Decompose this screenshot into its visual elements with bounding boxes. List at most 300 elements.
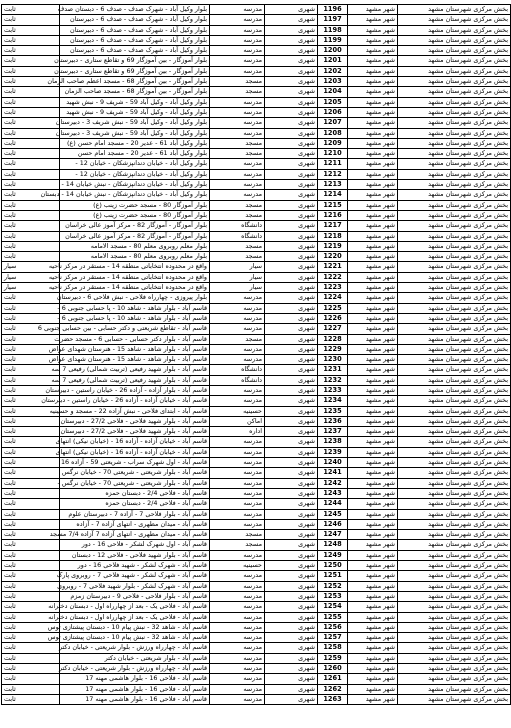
location-type-cell: مسجد [210, 334, 265, 344]
table-row [2, 458, 511, 468]
station-number-cell: 1230 [318, 355, 348, 365]
status-cell: ثابت [2, 530, 60, 540]
status-cell: ثابت [2, 252, 60, 262]
city-cell: شهر مشهد [348, 66, 398, 76]
area-type-cell: شهری [265, 66, 318, 76]
location-type-cell: مدرسه [210, 355, 265, 365]
location-type-cell: مدرسه [210, 159, 265, 169]
station-number-cell: 1224 [318, 293, 348, 303]
table-row [2, 324, 511, 334]
city-cell: شهر مشهد [348, 694, 398, 704]
city-cell: شهر مشهد [348, 128, 398, 138]
table-row [2, 97, 511, 107]
location-type-cell: دانشگاه [210, 231, 265, 241]
address-cell: قاسم آباد - بلوار شهید فلاحی - فلاحی 27/2 - دبیرستان [60, 427, 210, 437]
table-row [2, 643, 511, 653]
station-number-cell: 1256 [318, 622, 348, 632]
city-cell: شهر مشهد [348, 210, 398, 220]
table-row [2, 149, 511, 159]
station-number-cell: 1263 [318, 694, 348, 704]
status-cell: ثابت [2, 602, 60, 612]
station-number-cell: 1257 [318, 633, 348, 643]
station-number-cell: 1216 [318, 210, 348, 220]
location-type-cell: مدرسه [210, 46, 265, 56]
address-cell: قاسم آباد - فلاحی 2/4 - دبستان حمزه [60, 488, 210, 498]
address-cell: قاسم آباد - بلوار شهید رفیعی (تربیت شمالی) رفیعی 7 سه [60, 375, 210, 385]
district-cell: بخش مرکزی شهرستان مشهد [398, 159, 511, 169]
table-row [2, 519, 511, 529]
area-type-cell: شهری [265, 169, 318, 179]
status-cell: ثابت [2, 674, 60, 684]
status-cell: ثابت [2, 87, 60, 97]
station-number-cell: 1237 [318, 427, 348, 437]
address-cell: قاسم آباد - میدان مطهری - انتهای آزاده 7 آزاده 7/4 مسجد [60, 530, 210, 540]
location-type-cell: مدرسه [210, 664, 265, 674]
district-cell: بخش مرکزی شهرستان مشهد [398, 396, 511, 406]
city-cell: شهر مشهد [348, 406, 398, 416]
city-cell: شهر مشهد [348, 200, 398, 210]
station-number-cell: 1255 [318, 612, 348, 622]
status-cell: سیار [2, 272, 60, 282]
city-cell: شهر مشهد [348, 664, 398, 674]
status-cell: ثابت [2, 180, 60, 190]
city-cell: شهر مشهد [348, 190, 398, 200]
station-number-cell: 1206 [318, 107, 348, 117]
district-cell: بخش مرکزی شهرستان مشهد [398, 550, 511, 560]
address-cell: قاسم آباد - بلوار شهید فلاحی - فلاحی 27/2 - دبیرستان [60, 416, 210, 426]
location-type-cell: اماکن [210, 416, 265, 426]
station-number-cell: 1213 [318, 180, 348, 190]
district-cell: بخش مرکزی شهرستان مشهد [398, 571, 511, 581]
district-cell: بخش مرکزی شهرستان مشهد [398, 15, 511, 25]
location-type-cell: اداره [210, 427, 265, 437]
status-cell: ثابت [2, 35, 60, 45]
city-cell: شهر مشهد [348, 15, 398, 25]
location-type-cell: مدرسه [210, 509, 265, 519]
city-cell: شهر مشهد [348, 303, 398, 313]
table-row [2, 334, 511, 344]
city-cell: شهر مشهد [348, 46, 398, 56]
area-type-cell: شهری [265, 159, 318, 169]
location-type-cell: مسجد [210, 77, 265, 87]
address-cell: بلوار وکیل آباد - وکیل آباد 59 - شریف 9 - نبش شهید [60, 97, 210, 107]
area-type-cell: شهری [265, 149, 318, 159]
status-cell: ثابت [2, 622, 60, 632]
area-type-cell: شهری [265, 241, 318, 251]
district-cell: بخش مرکزی شهرستان مشهد [398, 190, 511, 200]
table-row [2, 303, 511, 313]
location-type-cell: مدرسه [210, 396, 265, 406]
district-cell: بخش مرکزی شهرستان مشهد [398, 77, 511, 87]
district-cell: بخش مرکزی شهرستان مشهد [398, 365, 511, 375]
city-cell: شهر مشهد [348, 25, 398, 35]
status-cell: ثابت [2, 581, 60, 591]
station-number-cell: 1246 [318, 519, 348, 529]
location-type-cell: مدرسه [210, 15, 265, 25]
station-number-cell: 1242 [318, 478, 348, 488]
city-cell: شهر مشهد [348, 581, 398, 591]
status-cell: ثابت [2, 293, 60, 303]
station-number-cell: 1204 [318, 87, 348, 97]
area-type-cell: شهری [265, 56, 318, 66]
station-number-cell: 1205 [318, 97, 348, 107]
city-cell: شهر مشهد [348, 478, 398, 488]
table-row [2, 159, 511, 169]
address-cell: قاسم آباد - اول شهرک لشکر - فلاحی 16 - دور [60, 540, 210, 550]
location-type-cell: مدرسه [210, 622, 265, 632]
table-row [2, 694, 511, 704]
address-cell: قاسم آباد - بلوار شریعتی - شریعتی 70 - خیابان نرگس - [60, 478, 210, 488]
status-cell: ثابت [2, 210, 60, 220]
location-type-cell: حسینیه [210, 561, 265, 571]
area-type-cell: شهری [265, 334, 318, 344]
address-cell: بلوار آموزگار - آموزگار 82 - مرکز آموز عالی خراسان [60, 221, 210, 231]
area-type-cell: شهری [265, 591, 318, 601]
location-type-cell: مدرسه [210, 437, 265, 447]
address-cell: قاسم آباد - خیابان آزاده - آزاده 16 - (خیابان نیکی) انتهای [60, 447, 210, 457]
table-row [2, 107, 511, 117]
location-type-cell: دانشگاه [210, 365, 265, 375]
status-cell: ثابت [2, 5, 60, 15]
table-row [2, 427, 511, 437]
area-type-cell: شهری [265, 488, 318, 498]
area-type-cell: شهری [265, 375, 318, 385]
status-cell: ثابت [2, 561, 60, 571]
address-cell: بلوار وکیل آباد 61 - عدیر 20 - مسجد امام حسن [60, 149, 210, 159]
address-cell: قاسم آباد - فلاحی 2/4 - دبستان حمزه [60, 499, 210, 509]
city-cell: شهر مشهد [348, 169, 398, 179]
address-cell: بلوار آموزگار - بین آموزگار 68 - مسجد صاحب الزمان [60, 87, 210, 97]
area-type-cell: شهری [265, 313, 318, 323]
city-cell: شهر مشهد [348, 437, 398, 447]
district-cell: بخش مرکزی شهرستان مشهد [398, 643, 511, 653]
status-cell: ثابت [2, 365, 60, 375]
location-type-cell: مدرسه [210, 5, 265, 15]
address-cell: قاسم آباد - بلوار شاهد - شاهد 10 - پا حسابی جنوبی 6 - [60, 313, 210, 323]
status-cell: ثابت [2, 15, 60, 25]
area-type-cell: شهری [265, 210, 318, 220]
location-type-cell: مدرسه [210, 591, 265, 601]
district-cell: بخش مرکزی شهرستان مشهد [398, 581, 511, 591]
district-cell: بخش مرکزی شهرستان مشهد [398, 169, 511, 179]
table-row [2, 633, 511, 643]
district-cell: بخش مرکزی شهرستان مشهد [398, 334, 511, 344]
city-cell: شهر مشهد [348, 499, 398, 509]
location-type-cell: مسجد [210, 87, 265, 97]
table-row [2, 550, 511, 560]
status-cell: ثابت [2, 46, 60, 56]
district-cell: بخش مرکزی شهرستان مشهد [398, 375, 511, 385]
area-type-cell: شهری [265, 694, 318, 704]
city-cell: شهر مشهد [348, 283, 398, 293]
table-row [2, 406, 511, 416]
location-type-cell: مدرسه [210, 447, 265, 457]
table-row [2, 180, 511, 190]
area-type-cell: شهری [265, 622, 318, 632]
address-cell: بلوار آموزگار 80 - مسجد حضرت زینب (ع) [60, 200, 210, 210]
status-cell: سیار [2, 283, 60, 293]
location-type-cell: حسینیه [210, 406, 265, 416]
status-cell: ثابت [2, 355, 60, 365]
location-type-cell: مدرسه [210, 180, 265, 190]
station-number-cell: 1214 [318, 190, 348, 200]
table-row [2, 664, 511, 674]
location-type-cell: مدرسه [210, 97, 265, 107]
address-cell: قاسم آباد - چهارراه ورزش - بلوار شریعتی - خیابان دکتر [60, 664, 210, 674]
table-row [2, 540, 511, 550]
status-cell: ثابت [2, 468, 60, 478]
area-type-cell: شهری [265, 674, 318, 684]
location-type-cell: مسجد [210, 210, 265, 220]
district-cell: بخش مرکزی شهرستان مشهد [398, 488, 511, 498]
address-cell: قاسم آباد - ابتدای فلاحی - نبش آزاده 22 - مسجد و حسینیه [60, 406, 210, 416]
district-cell: بخش مرکزی شهرستان مشهد [398, 694, 511, 704]
district-cell: بخش مرکزی شهرستان مشهد [398, 128, 511, 138]
table-row [2, 210, 511, 220]
district-cell: بخش مرکزی شهرستان مشهد [398, 385, 511, 395]
location-type-cell: مدرسه [210, 385, 265, 395]
address-cell: بلوار وکیل آباد - شهرک صدف - صدف 6 - دبستان صدف [60, 5, 210, 15]
district-cell: بخش مرکزی شهرستان مشهد [398, 272, 511, 282]
location-type-cell: مدرسه [210, 694, 265, 704]
address-cell: قاسم آباد - شهرک لشکر - بلوار شهید فلاحی 7 - روبروی [60, 581, 210, 591]
table-row [2, 561, 511, 571]
location-type-cell: مدرسه [210, 499, 265, 509]
city-cell: شهر مشهد [348, 149, 398, 159]
city-cell: شهر مشهد [348, 365, 398, 375]
status-cell: ثابت [2, 334, 60, 344]
status-cell: ثابت [2, 653, 60, 663]
city-cell: شهر مشهد [348, 375, 398, 385]
address-cell: بلوار وکیل آباد - وکیل آباد 59 - نبش شریف 3 - دبیرستان [60, 118, 210, 128]
location-type-cell: مدرسه [210, 612, 265, 622]
district-cell: بخش مرکزی شهرستان مشهد [398, 324, 511, 334]
station-number-cell: 1234 [318, 396, 348, 406]
city-cell: شهر مشهد [348, 519, 398, 529]
address-cell: بلوار معلم روبروی معلم 80 - مسجد الامامه [60, 241, 210, 251]
table-row [2, 262, 511, 272]
location-type-cell: مدرسه [210, 303, 265, 313]
district-cell: بخش مرکزی شهرستان مشهد [398, 344, 511, 354]
city-cell: شهر مشهد [348, 138, 398, 148]
city-cell: شهر مشهد [348, 633, 398, 643]
station-number-cell: 1240 [318, 458, 348, 468]
city-cell: شهر مشهد [348, 77, 398, 87]
area-type-cell: شهری [265, 15, 318, 25]
status-cell: ثابت [2, 128, 60, 138]
location-type-cell: دانشگاه [210, 221, 265, 231]
status-cell: ثابت [2, 385, 60, 395]
table-row [2, 602, 511, 612]
station-number-cell: 1225 [318, 303, 348, 313]
table-row [2, 416, 511, 426]
location-type-cell: مدرسه [210, 66, 265, 76]
address-cell: قاسم آباد - فلاحی 16 - بلوار هاشمی مهنه 17 [60, 694, 210, 704]
city-cell: شهر مشهد [348, 334, 398, 344]
location-type-cell: سیار [210, 283, 265, 293]
station-number-cell: 1262 [318, 684, 348, 694]
table-row [2, 190, 511, 200]
table-row [2, 252, 511, 262]
district-cell: بخش مرکزی شهرستان مشهد [398, 200, 511, 210]
area-type-cell: شهری [265, 519, 318, 529]
area-type-cell: شهری [265, 87, 318, 97]
address-cell: قاسم آباد - اول شهرک سراب - شریعتی 59 - آزاده 16 [60, 458, 210, 468]
status-cell: ثابت [2, 169, 60, 179]
location-type-cell: سیار [210, 272, 265, 282]
table-row [2, 530, 511, 540]
district-cell: بخش مرکزی شهرستان مشهد [398, 5, 511, 15]
table-row [2, 5, 511, 15]
location-type-cell: مدرسه [210, 478, 265, 488]
address-cell: بلوار آموزگار - بین آموزگار 69 و تقاطع ستاری - دبیرستان [60, 56, 210, 66]
table-row [2, 674, 511, 684]
table-row [2, 591, 511, 601]
area-type-cell: شهری [265, 437, 318, 447]
status-cell: ثابت [2, 488, 60, 498]
city-cell: شهر مشهد [348, 107, 398, 117]
area-type-cell: شهری [265, 499, 318, 509]
status-cell: ثابت [2, 56, 60, 66]
status-cell: ثابت [2, 499, 60, 509]
district-cell: بخش مرکزی شهرستان مشهد [398, 107, 511, 117]
address-cell: قاسم آباد - بلوار آزاده - آزاده 26 - خیابان راستین - دبیرستان [60, 385, 210, 395]
location-type-cell: مسجد [210, 530, 265, 540]
address-cell: قاسم آباد - میدان مطهری - انتهای آزاده 7 - آزاده [60, 519, 210, 529]
station-number-cell: 1200 [318, 46, 348, 56]
city-cell: شهر مشهد [348, 324, 398, 334]
district-cell: بخش مرکزی شهرستان مشهد [398, 540, 511, 550]
table-row [2, 87, 511, 97]
area-type-cell: شهری [265, 231, 318, 241]
location-type-cell: مدرسه [210, 344, 265, 354]
district-cell: بخش مرکزی شهرستان مشهد [398, 561, 511, 571]
address-cell: بلوار آموزگار - بین آموزگار 68 - مسجد اعظم صاحب الزمان [60, 77, 210, 87]
city-cell: شهر مشهد [348, 674, 398, 684]
area-type-cell: شهری [265, 396, 318, 406]
station-number-cell: 1197 [318, 15, 348, 25]
area-type-cell: شهری [265, 416, 318, 426]
location-type-cell: مدرسه [210, 602, 265, 612]
district-cell: بخش مرکزی شهرستان مشهد [398, 591, 511, 601]
city-cell: شهر مشهد [348, 35, 398, 45]
status-cell: ثابت [2, 221, 60, 231]
city-cell: شهر مشهد [348, 550, 398, 560]
city-cell: شهر مشهد [348, 180, 398, 190]
table-row [2, 581, 511, 591]
city-cell: شهر مشهد [348, 396, 398, 406]
city-cell: شهر مشهد [348, 447, 398, 457]
area-type-cell: شهری [265, 664, 318, 674]
address-cell: قاسم آباد - بلوار شهید رفیعی (تربیت شمالی) رفیعی 7 سه [60, 365, 210, 375]
district-cell: بخش مرکزی شهرستان مشهد [398, 416, 511, 426]
status-cell: ثابت [2, 190, 60, 200]
address-cell: قاسم آباد - شهرک لشکر - شهید فلاحی 7 - روبروی پارک [60, 571, 210, 581]
station-number-cell: 1254 [318, 602, 348, 612]
station-number-cell: 1198 [318, 25, 348, 35]
city-cell: شهر مشهد [348, 427, 398, 437]
city-cell: شهر مشهد [348, 118, 398, 128]
station-number-cell: 1210 [318, 149, 348, 159]
table-row [2, 66, 511, 76]
location-type-cell: دانشگاه [210, 375, 265, 385]
location-type-cell: مدرسه [210, 633, 265, 643]
station-number-cell: 1223 [318, 283, 348, 293]
city-cell: شهر مشهد [348, 344, 398, 354]
location-type-cell: مدرسه [210, 643, 265, 653]
location-type-cell: مدرسه [210, 169, 265, 179]
district-cell: بخش مرکزی شهرستان مشهد [398, 149, 511, 159]
area-type-cell: شهری [265, 684, 318, 694]
district-cell: بخش مرکزی شهرستان مشهد [398, 499, 511, 509]
area-type-cell: شهری [265, 355, 318, 365]
district-cell: بخش مرکزی شهرستان مشهد [398, 437, 511, 447]
address-cell: قاسم آباد - خیابان آزاده - آزاده 26 - خیابان راستین - دبیرستان [60, 396, 210, 406]
district-cell: بخش مرکزی شهرستان مشهد [398, 293, 511, 303]
area-type-cell: شهری [265, 5, 318, 15]
status-cell: ثابت [2, 149, 60, 159]
district-cell: بخش مرکزی شهرستان مشهد [398, 262, 511, 272]
status-cell: ثابت [2, 591, 60, 601]
address-cell: قاسم آباد - بلوار فلاحی 7 - آزاده 7 - دبیرستان علوم [60, 509, 210, 519]
city-cell: شهر مشهد [348, 612, 398, 622]
district-cell: بخش مرکزی شهرستان مشهد [398, 447, 511, 457]
district-cell: بخش مرکزی شهرستان مشهد [398, 252, 511, 262]
station-number-cell: 1253 [318, 591, 348, 601]
station-number-cell: 1211 [318, 159, 348, 169]
district-cell: بخش مرکزی شهرستان مشهد [398, 283, 511, 293]
district-cell: بخش مرکزی شهرستان مشهد [398, 674, 511, 684]
station-number-cell: 1212 [318, 169, 348, 179]
station-number-cell: 1219 [318, 241, 348, 251]
table-row [2, 653, 511, 663]
station-number-cell: 1238 [318, 437, 348, 447]
city-cell: شهر مشهد [348, 262, 398, 272]
address-cell: بلوار معلم روبروی معلم 80 - مسجد الامامه [60, 252, 210, 262]
status-cell: ثابت [2, 447, 60, 457]
location-type-cell: مدرسه [210, 56, 265, 66]
status-cell: ثابت [2, 200, 60, 210]
city-cell: شهر مشهد [348, 252, 398, 262]
station-number-cell: 1217 [318, 221, 348, 231]
status-cell: ثابت [2, 118, 60, 128]
address-cell: بلوار وکیل آباد - وکیل آباد 59 - شریف 9 - نبش شهید [60, 107, 210, 117]
table-row [2, 221, 511, 231]
status-cell: ثابت [2, 159, 60, 169]
station-number-cell: 1248 [318, 540, 348, 550]
location-type-cell: مدرسه [210, 190, 265, 200]
city-cell: شهر مشهد [348, 571, 398, 581]
table-row [2, 313, 511, 323]
location-type-cell: مدرسه [210, 674, 265, 684]
city-cell: شهر مشهد [348, 509, 398, 519]
status-cell: ثابت [2, 313, 60, 323]
status-cell: ثابت [2, 303, 60, 313]
status-cell: ثابت [2, 478, 60, 488]
address-cell: قاسم آباد - بلوار شریعتی - شریعتی 70 - خیابان نرگس [60, 468, 210, 478]
area-type-cell: شهری [265, 118, 318, 128]
station-number-cell: 1235 [318, 406, 348, 416]
table-row [2, 128, 511, 138]
city-cell: شهر مشهد [348, 56, 398, 66]
station-number-cell: 1218 [318, 231, 348, 241]
area-type-cell: شهری [265, 406, 318, 416]
station-number-cell: 1251 [318, 571, 348, 581]
area-type-cell: شهری [265, 303, 318, 313]
location-type-cell: مدرسه [210, 25, 265, 35]
district-cell: بخش مرکزی شهرستان مشهد [398, 66, 511, 76]
station-number-cell: 1241 [318, 468, 348, 478]
